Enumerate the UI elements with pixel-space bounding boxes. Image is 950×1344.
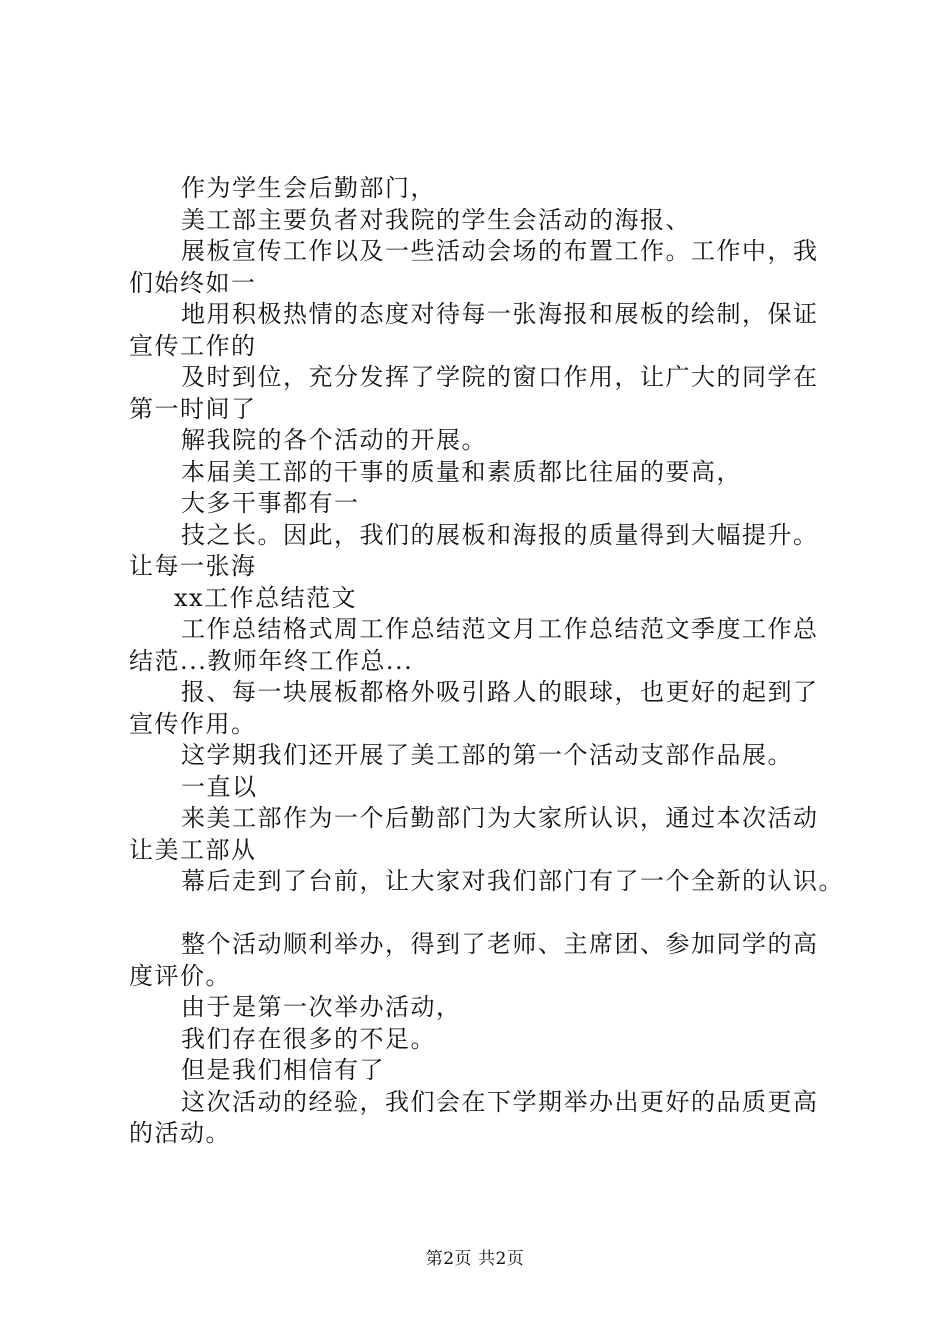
text-line: 美工部主要负者对我院的学生会活动的海报、 [181,205,691,234]
text-line: 整个活动顺利举办，得到了老师、主席团、参加同学的高 [181,930,819,958]
text-line: 及时到位，充分发挥了学院的窗口作用，让广大的同学在 [181,363,819,391]
text-line: 地用积极热情的态度对待每一张海报和展板的绘制，保证 [181,300,819,328]
document-body [129,173,849,1150]
text-line: 报、每一块展板都格外吸引路人的眼球，也更好的起到了 [181,678,819,706]
text-line: 度评价。 [129,961,231,990]
text-line: 来美工部作为一个后勤部门为大家所认识，通过本次活动 [181,804,819,832]
text-line: 这学期我们还开展了美工部的第一个活动支部作品展。 [181,741,793,769]
text-line: 大多干事都有一 [181,489,360,517]
text-line: 让每一张海 [129,552,257,580]
text-line: 但是我们相信有了 [181,1056,385,1084]
text-line: 让美工部从 [129,835,257,864]
text-line: 技之长。因此，我们的展板和海报的质量得到大幅提升。 [181,520,819,549]
text-line: 作为学生会后勤部门， [181,174,436,202]
text-line: 这次活动的经验，我们会在下学期举办出更好的品质更高 [181,1087,819,1116]
text-line: 宣传工作的 [129,331,257,360]
text-line: 解我院的各个活动的开展。 [181,426,487,454]
text-line: 第一时间了 [129,394,257,423]
text-line: 我们存在很多的不足。 [181,1024,436,1053]
text-line: 们始终如一 [129,268,257,297]
text-line: 结范...教师年终工作总... [129,646,414,675]
text-line: 本届美工部的干事的质量和素质都比往届的要高， [181,457,742,486]
text-line: 一直以 [181,772,258,801]
text-line: 宣传作用。 [129,709,257,738]
text-line: 幕后走到了台前，让大家对我们部门有了一个全新的认识。 [181,867,844,895]
heading-line: xx工作总结范文 [174,583,358,612]
text-line: 由于是第一次举办活动， [181,993,462,1021]
text-line: 展板宣传工作以及一些活动会场的布置工作。工作中，我 [181,237,819,265]
text-line: 工作总结格式周工作总结范文月工作总结范文季度工作总 [181,615,819,643]
text-line: 的活动。 [129,1119,231,1147]
page-footer: 第2页 共2页 [425,1249,525,1269]
paragraph-gap [129,898,849,930]
